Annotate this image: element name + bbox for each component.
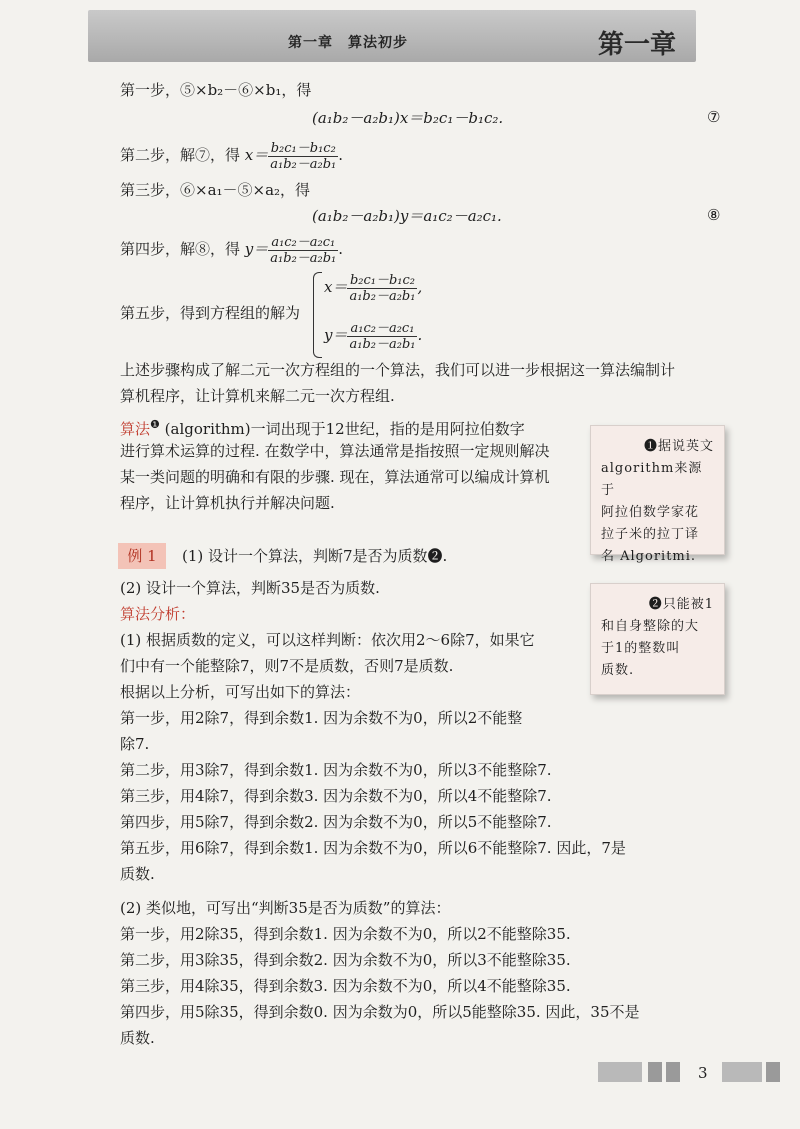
step7-line-5: 第四步，用5除7，得到余数2. 因为余数不为0，所以5不能整除7.: [120, 813, 552, 831]
step2-numerator: b₂c₁－b₁c₂: [268, 141, 338, 157]
step35-line-5: 质数.: [120, 1029, 155, 1047]
solution-x-fraction: [347, 273, 417, 304]
step2-fraction: [268, 141, 338, 172]
footnote-1-mark: ❶: [150, 418, 160, 431]
chapter-title-big: 第一章: [597, 30, 676, 60]
note2-line: 于1的整数叫: [601, 641, 681, 656]
analysis-1-intro: 根据以上分析，可写出如下的算法：: [120, 683, 361, 701]
analysis-1-line-1: (1) 根据质数的定义，可以这样判断：依次用2～6除7，如果它: [120, 631, 535, 649]
solution-x: x＝ $\frac{\text{b₂c₁－b₁c₂}}{\text{a₁b₂－a₂b₁}}$ ,: [324, 272, 423, 304]
step4-line: 第四步，解⑧，得 y＝ $\frac{\text{a₁c₂－a₂c₁}}{\text{a₁b₂－a₂b₁}}$ .: [120, 234, 344, 266]
paragraph-1-line-2: 算机程序，让计算机来解二元一次方程组.: [120, 387, 395, 405]
footer-bar-right: [722, 1062, 762, 1082]
step35-line-1: 第一步，用2除35，得到余数1. 因为余数不为0，所以2不能整除35.: [120, 925, 571, 943]
note1-line: 阿拉伯数学家花: [601, 505, 700, 520]
note1-line: 名 Algoritmi.: [601, 549, 697, 564]
solution-y: y＝ $\frac{\text{a₁c₂－a₂c₁}}{\text{a₁b₂－a₂b₁}}$ .: [324, 320, 423, 352]
algorithm-def-line-3: 某一类问题的明确和有限的步骤. 现在，算法通常可以编成计算机: [120, 468, 550, 486]
step3-text: 第三步，⑥×a₁－⑤×a₂，得: [120, 181, 311, 199]
example-badge: 例 1: [118, 543, 166, 569]
step7-line-1: 第一步，用2除7，得到余数1. 因为余数不为0，所以2不能整: [120, 709, 523, 727]
note2-line: ❷只能被1: [648, 597, 714, 612]
footer-bar-mid-1: [648, 1062, 662, 1082]
algorithm-def-line-2: 进行算术运算的过程. 在数学中，算法通常是指按照一定规则解决: [120, 442, 550, 460]
solution-y-var: y＝: [324, 326, 348, 344]
step1-text: 第一步，⑤×b₂－⑥×b₁，得: [120, 81, 312, 99]
example-q1: (1) 设计一个算法，判断7是否为质数❷.: [182, 547, 448, 565]
equation-7-number: ⑦: [707, 108, 721, 126]
step7-line-4: 第三步，用4除7，得到余数3. 因为余数不为0，所以4不能整除7.: [120, 787, 552, 805]
solution-x-numerator: b₂c₁－b₁c₂: [347, 273, 417, 289]
equation-8-number: ⑧: [707, 206, 721, 224]
step4-fraction: [268, 235, 338, 266]
footer-bar-right-2: [766, 1062, 780, 1082]
side-note-1: [590, 425, 725, 564]
step4-prefix: 第四步，解⑧，得: [120, 240, 241, 258]
step7-line-3: 第二步，用3除7，得到余数1. 因为余数不为0，所以3不能整除7.: [120, 761, 552, 779]
step4-var: y＝: [244, 240, 269, 258]
page-number: 3: [698, 1064, 708, 1082]
algorithm-def-line-1: [120, 415, 525, 439]
example-q2: (2) 设计一个算法，判断35是否为质数.: [120, 579, 380, 597]
solution-y-fraction: [347, 321, 417, 352]
algorithm-def-text-1: (algorithm)一词出现于12世纪，指的是用阿拉伯数字: [164, 420, 525, 438]
algorithm-def-line-4: 程序，让计算机执行并解决问题.: [120, 494, 335, 512]
analysis-1-line-2: 们中有一个能整除7，则7不是质数，否则7是质数.: [120, 657, 454, 675]
solution-x-var: x＝: [324, 278, 348, 296]
analysis-title: 算法分析：: [120, 605, 196, 623]
step2-line: 第二步，解⑦，得 x＝ $\frac{\text{b₂c₁－b₁c₂}}{\text{a₁b₂－a₂b₁}}$ .: [120, 140, 344, 172]
equation-8: (a₁b₂－a₂b₁)y＝a₁c₂－a₂c₁.: [312, 207, 502, 225]
algorithm-term: 算法: [120, 420, 151, 438]
solution-y-numerator: a₁c₂－a₂c₁: [347, 321, 417, 337]
chapter-header: [88, 10, 696, 62]
solution-x-denominator: a₁b₂－a₂b₁: [349, 288, 416, 304]
note2-line: 质数.: [601, 663, 635, 678]
step35-line-3: 第三步，用4除35，得到余数3. 因为余数不为0，所以4不能整除35.: [120, 977, 571, 995]
analysis-2-intro: (2) 类似地，可写出“判断35是否为质数”的算法：: [120, 899, 451, 917]
equation-7: (a₁b₂－a₂b₁)x＝b₂c₁－b₁c₂.: [312, 109, 504, 127]
step2-denominator: a₁b₂－a₂b₁: [270, 156, 337, 172]
step2-var: x＝: [244, 146, 269, 164]
solution-y-denominator: a₁b₂－a₂b₁: [349, 336, 416, 352]
note2-line: 和自身整除的大: [601, 619, 700, 634]
footer-bar-left: [598, 1062, 642, 1082]
step7-line-6: 第五步，用6除7，得到余数1. 因为余数不为0，所以6不能整除7. 因此，7是: [120, 839, 626, 857]
step35-line-4: 第四步，用5除35，得到余数0. 因为余数为0，所以5能整除35. 因此，35不是: [120, 1003, 640, 1021]
chapter-label: 第一章 算法初步: [288, 35, 408, 51]
step7-line-7: 质数.: [120, 865, 155, 883]
paragraph-1-line-1: 上述步骤构成了解二元一次方程组的一个算法，我们可以进一步根据这一算法编制计: [120, 361, 676, 379]
solution-brace: [313, 272, 322, 358]
footer-bar-mid-2: [666, 1062, 680, 1082]
note1-line: ❶据说英文: [643, 439, 714, 454]
note1-line: algorithm来源于: [601, 461, 703, 498]
step2-prefix: 第二步，解⑦，得: [120, 146, 241, 164]
step35-line-2: 第二步，用3除35，得到余数2. 因为余数不为0，所以3不能整除35.: [120, 951, 571, 969]
step4-denominator: a₁b₂－a₂b₁: [270, 250, 337, 266]
side-note-2: [590, 583, 725, 695]
step5-prefix: 第五步，得到方程组的解为: [120, 304, 301, 322]
step4-numerator: a₁c₂－a₂c₁: [268, 235, 338, 251]
step7-line-2: 除7.: [120, 735, 150, 753]
note1-line: 拉子米的拉丁译: [601, 527, 700, 542]
